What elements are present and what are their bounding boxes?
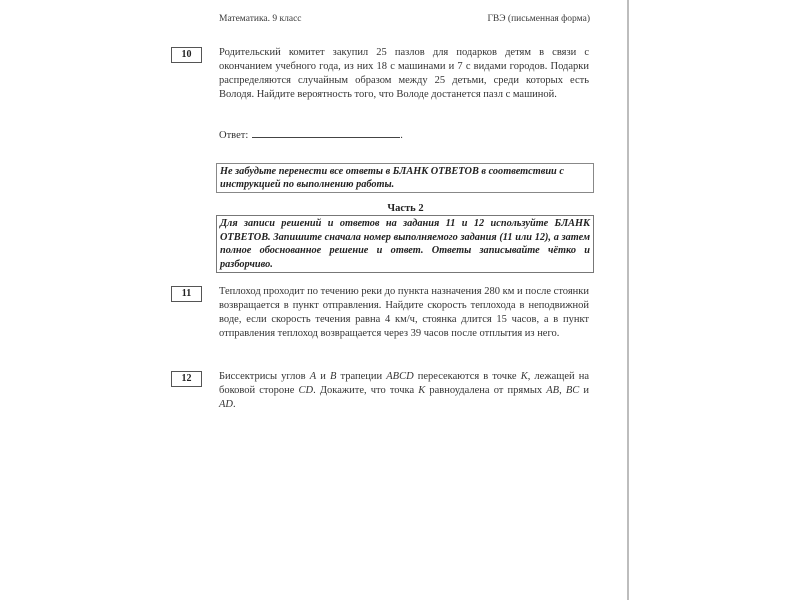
text-fragment: , лежащей на боковой стороне xyxy=(219,371,589,396)
math-var: ABCD xyxy=(386,371,414,382)
text-fragment: и xyxy=(316,371,330,382)
text-fragment: трапеции xyxy=(336,371,387,382)
question-10-number: 10 xyxy=(171,47,202,63)
part-2-title: Часть 2 xyxy=(387,203,424,214)
text-fragment: Биссектрисы углов xyxy=(219,371,310,382)
question-11-text: Теплоход проходит по течению реки до пункта назначения 280 км и после стоянки возвращается в пункт отправления. Найдите скорость теплохода в неподвижной воде, если скорость течения равна 4 км/ч, стоянка длится 15 часов, а в пункт отправления теплоход возвращается через 39 часов после отплытия из него. xyxy=(219,286,589,339)
header-exam-form: ГВЭ (письменная форма) xyxy=(487,14,590,24)
answer-label: Ответ: xyxy=(219,130,249,141)
text-fragment: . xyxy=(233,399,236,410)
header-subject: Математика. 9 класс xyxy=(219,14,302,24)
page-edge-divider xyxy=(627,0,629,600)
part-2-instruction: Для записи решений и ответов на задания 11 и 12 используйте БЛАНК ОТВЕТОВ. Запишите сначала номер выполняемого задания (11 или 12), а затем полное обоснованное решение и ответ. Ответы записывайте чётко и разборчиво. xyxy=(216,215,594,273)
math-var: A xyxy=(309,371,317,382)
math-var: CD xyxy=(298,385,314,396)
math-var: BC xyxy=(565,385,580,396)
math-var: K xyxy=(520,371,528,382)
math-var: B xyxy=(329,371,337,382)
question-11-number: 11 xyxy=(171,286,202,302)
math-var: K xyxy=(418,385,426,396)
answer-field xyxy=(219,127,403,141)
question-10-text: Родительский комитет закупил 25 пазлов для подарков детям в связи с окончанием учебного года, из них 18 с машинами и 7 с видами городов. Подарки распределяются случайным образом между 25 детьми, среди которых есть Володя. Найдите вероятность того, что Володе достанется пазл с машиной. xyxy=(219,47,589,100)
question-12-text xyxy=(219,370,589,412)
transfer-answers-notice: Не забудьте перенести все ответы в БЛАНК ОТВЕТОВ в соответствии с инструкцией по выполнению работы. xyxy=(216,163,594,193)
text-fragment: равноудалена от прямых xyxy=(425,385,547,396)
text-fragment: и xyxy=(579,385,589,396)
text-fragment: , xyxy=(559,385,566,396)
math-var: AB xyxy=(546,385,560,396)
math-var: AD xyxy=(219,399,233,410)
text-fragment: пересекаются в точке xyxy=(413,371,521,382)
answer-end: . xyxy=(400,130,403,141)
question-12-number: 12 xyxy=(171,371,202,387)
answer-blank-line xyxy=(252,127,400,138)
text-fragment: . Докажите, что точка xyxy=(313,385,419,396)
